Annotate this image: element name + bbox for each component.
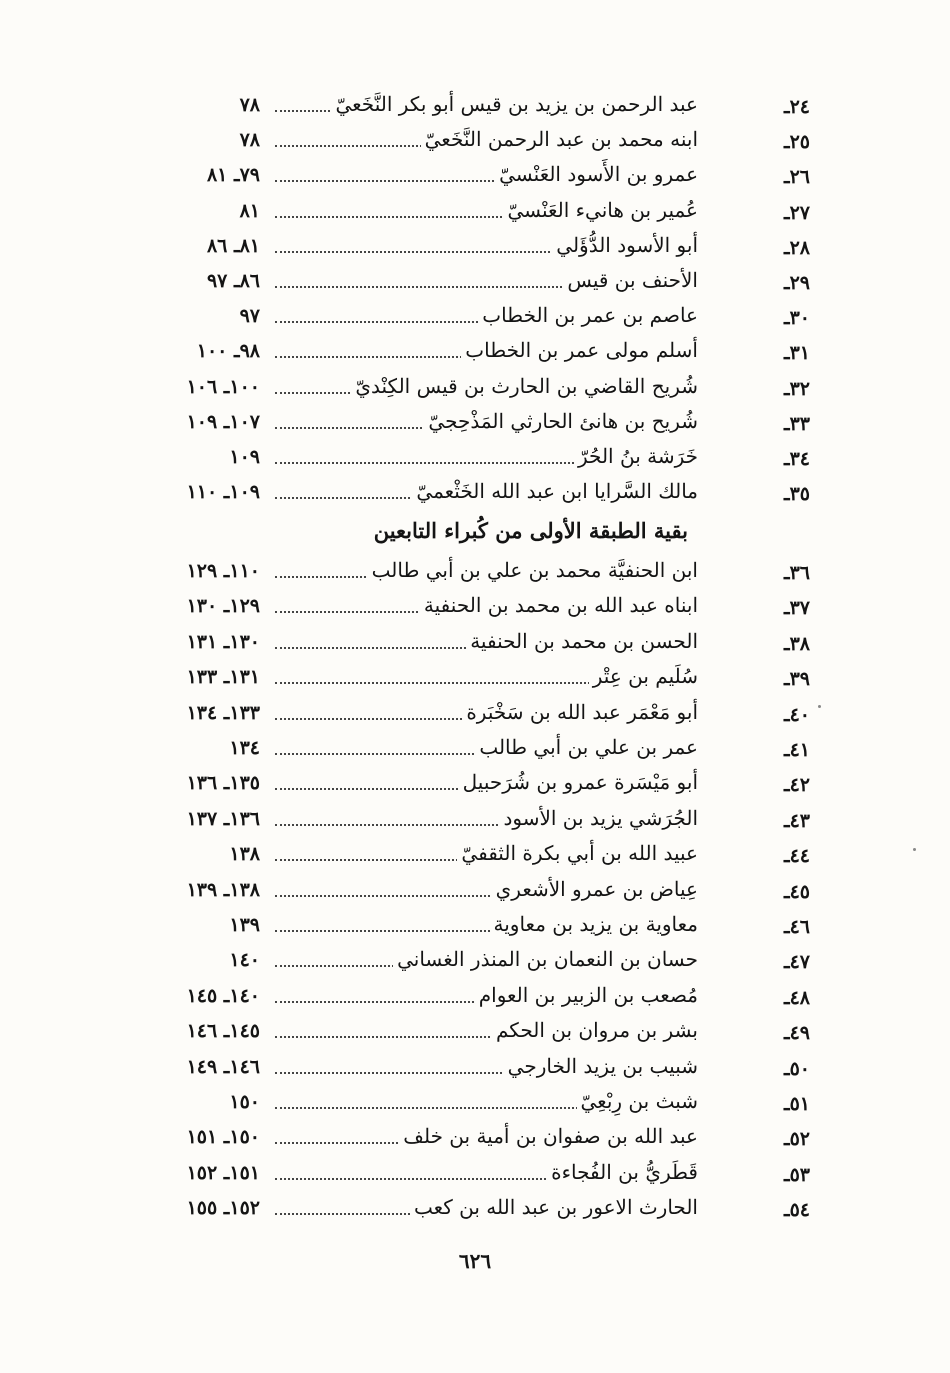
entry-number: ٢٥ـ	[784, 131, 810, 154]
toc-entry	[150, 268, 810, 302]
toc-entry	[150, 127, 810, 161]
entry-name: عبيد الله بن أبي بكرة الثقفيّ	[457, 841, 698, 865]
toc-entry	[150, 1089, 810, 1123]
entry-pages: ٧٨	[239, 94, 260, 116]
entry-name: سُلَيم بن عِتْر	[589, 664, 698, 688]
entry-number: ٣٨ـ	[784, 632, 810, 655]
toc-entry	[150, 912, 810, 946]
entry-pages: ١٣٠ـ ١٣١	[186, 630, 260, 653]
entry-name: معاوية بن يزيد بن معاوية	[490, 912, 698, 936]
entry-number: ٤٣ـ	[784, 809, 810, 832]
entry-pages: ١٤٠	[229, 949, 260, 972]
entry-pages: ١٣٦ـ ١٣٧	[186, 807, 260, 830]
entry-name: أبو الأسود الدُّؤَلي	[552, 233, 698, 257]
entry-number: ٢٩ـ	[784, 272, 810, 294]
entry-name: الحارث الاعور بن عبد الله بن كعب	[410, 1195, 698, 1219]
toc-entry	[150, 162, 810, 196]
toc-entry	[150, 877, 810, 911]
entry-pages: ١٢٩ـ ١٣٠	[186, 595, 260, 618]
toc-entry	[150, 1160, 810, 1194]
entry-number: ٣٩ـ	[784, 668, 810, 691]
entry-number: ٤٤ـ	[784, 845, 810, 868]
entry-number: ٣٠ـ	[784, 307, 810, 330]
toc-entry	[150, 444, 810, 478]
entry-pages: ٩٧	[239, 305, 260, 328]
entry-number: ٤٧ـ	[784, 951, 810, 974]
entry-pages: ١٣١ـ ١٣٣	[186, 666, 260, 689]
entry-number: ٣٣ـ	[784, 412, 810, 435]
toc-entry	[150, 1054, 810, 1088]
entry-number: ٤٨ـ	[784, 986, 810, 1009]
entry-pages: ١٣٨ـ ١٣٩	[186, 878, 260, 901]
entry-name: عاصم بن عمر بن الخطاب	[478, 303, 698, 327]
entry-pages: ١٠٧ـ ١٠٩	[186, 410, 260, 433]
paper-speck	[913, 848, 916, 851]
entry-name: قَطَريُّ بن الفُجاءة	[547, 1160, 698, 1184]
entry-pages: ١٣٥ـ ١٣٦	[186, 772, 260, 795]
entry-number: ٣٦ـ	[784, 562, 810, 584]
entry-name: شُريح القاضي بن الحارث بن قيس الكِنْديّ	[351, 374, 698, 398]
entry-number: ٥١ـ	[784, 1093, 810, 1115]
toc-entry	[150, 198, 810, 232]
toc-entry	[150, 92, 810, 126]
toc-entry	[150, 409, 810, 443]
entry-number: ٤١ـ	[784, 739, 810, 761]
toc-entry	[150, 629, 810, 663]
toc-entry	[150, 1018, 810, 1052]
toc-entry	[150, 374, 810, 408]
toc-entry	[150, 233, 810, 267]
entry-number: ٢٧ـ	[784, 201, 810, 224]
entry-number: ٥٤ـ	[784, 1199, 810, 1222]
entry-name: عبد الرحمن بن يزيد بن قيس أبو بكر النَّخَعيّ	[331, 92, 698, 116]
entry-pages: ١٥١ـ ١٥٢	[186, 1161, 260, 1184]
toc-entry	[150, 479, 810, 513]
toc-entry	[150, 558, 810, 592]
entry-name: شبيب بن يزيد الخارجي	[504, 1054, 698, 1078]
entry-pages: ١٥٠	[229, 1091, 260, 1113]
entry-pages: ١٠٠ـ ١٠٦	[186, 375, 260, 398]
toc-entry	[150, 664, 810, 698]
toc-entry	[150, 303, 810, 337]
entry-name: مُصعب بن الزبير بن العوام	[475, 983, 698, 1007]
entry-pages: ٨١	[239, 199, 260, 222]
entry-name: مالك السَّرايا ابن عبد الله الخَثْعميّ	[412, 479, 698, 503]
toc-entry	[150, 593, 810, 627]
entry-pages: ١٤٦ـ ١٤٩	[186, 1055, 260, 1078]
entry-name: بشر بن مروان بن الحكم	[492, 1018, 698, 1042]
entry-number: ٤٢ـ	[784, 774, 810, 797]
entry-number: ٢٨ـ	[784, 236, 810, 259]
toc-entry	[150, 983, 810, 1017]
entry-name: أبو مَعْمَر عبد الله بن سَخْبَرة	[462, 700, 698, 724]
entry-pages: ١٣٨	[229, 843, 260, 866]
toc-entry	[150, 1195, 810, 1229]
entry-pages: ٩٨ـ ١٠٠	[196, 340, 260, 363]
entry-name: عمرو بن الأَسود العَنْسيّ	[495, 162, 698, 186]
entry-name: شُريح بن هانئ الحارثي المَذْحِجيّ	[424, 409, 698, 433]
entry-pages: ٧٨	[239, 129, 260, 152]
entry-pages: ٨١ـ ٨٦	[206, 234, 260, 257]
entry-pages: ٧٩ـ ٨١	[206, 164, 260, 187]
entry-name: ابن الحنفيَّة محمد بن علي بن أبي طالب	[368, 558, 698, 582]
entry-number: ٢٤ـ	[784, 96, 810, 118]
toc-entry	[150, 735, 810, 769]
entry-pages: ١٣٤	[229, 737, 260, 759]
entry-name: حسان بن النعمان بن المنذر الغساني	[393, 947, 698, 971]
entry-name: عِياض بن عمرو الأشعري	[492, 877, 698, 901]
entry-pages: ١٣٩	[229, 914, 260, 936]
entry-number: ٤٦ـ	[784, 916, 810, 938]
entry-name: الأحنف بن قيس	[563, 268, 698, 292]
entry-name: عُمير بن هانيء العَنْسيّ	[503, 198, 698, 222]
entry-pages: ١٥٢ـ ١٥٥	[186, 1197, 260, 1220]
toc-entry	[150, 700, 810, 734]
entry-number: ٤٠ـ	[784, 703, 810, 726]
entry-pages: ١٤٥ـ ١٤٦	[186, 1020, 260, 1043]
entry-name: خَرَشة بنُ الحُرّ	[574, 444, 698, 468]
entry-name: عبد الله بن صفوان بن أمية بن خلف	[399, 1124, 698, 1148]
entry-number: ٣١ـ	[784, 342, 810, 365]
entry-number: ٣٥ـ	[784, 483, 810, 506]
entry-pages: ١٥٠ـ ١٥١	[186, 1126, 260, 1149]
toc-entry	[150, 806, 810, 840]
entry-name: أبو مَيْسَرة عمرو بن شُرَحبيل	[459, 770, 698, 794]
toc-entry	[150, 947, 810, 981]
toc-entry	[150, 1124, 810, 1158]
entry-name: عمر بن علي بن أبي طالب	[475, 735, 698, 759]
entry-number: ٥٠ـ	[784, 1057, 810, 1080]
entry-number: ٥٣ـ	[784, 1163, 810, 1186]
entry-pages: ١٤٠ـ ١٤٥	[186, 984, 260, 1007]
section-heading: بقية الطبقة الأولى من كُبراء التابعين	[373, 518, 688, 543]
entry-number: ٣٤ـ	[784, 448, 810, 470]
entry-name: ابناه عبد الله بن محمد بن الحنفية	[420, 593, 698, 617]
entry-number: ٥٢ـ	[784, 1128, 810, 1151]
entry-name: الجُرَشي يزيد بن الأسود	[499, 806, 698, 830]
toc-entry	[150, 770, 810, 804]
entry-number: ٣٢ـ	[784, 377, 810, 400]
entry-pages: ١١٠ـ ١٢٩	[186, 560, 260, 582]
entry-name: الحسن بن محمد بن الحنفية	[466, 629, 698, 653]
entry-number: ٤٥ـ	[784, 880, 810, 903]
page-number: ٦٢٦	[458, 1249, 492, 1273]
entry-name: أسلم مولى عمر بن الخطاب	[461, 338, 698, 362]
entry-name: ابنه محمد بن عبد الرحمن النَّخَعيّ	[421, 127, 698, 151]
paper-speck	[818, 705, 821, 708]
entry-pages: ٨٦ـ ٩٧	[206, 270, 260, 292]
entry-number: ٣٧ـ	[784, 597, 810, 620]
toc-entry	[150, 841, 810, 875]
entry-pages: ١٠٩ـ ١١٠	[186, 481, 260, 504]
entry-pages: ١٣٣ـ ١٣٤	[186, 701, 260, 724]
entry-number: ٤٩ـ	[784, 1022, 810, 1045]
entry-number: ٢٦ـ	[784, 166, 810, 189]
toc-entry	[150, 338, 810, 372]
entry-name: شبث بن رِبْعِيّ	[577, 1089, 698, 1113]
entry-pages: ١٠٩	[229, 446, 260, 468]
